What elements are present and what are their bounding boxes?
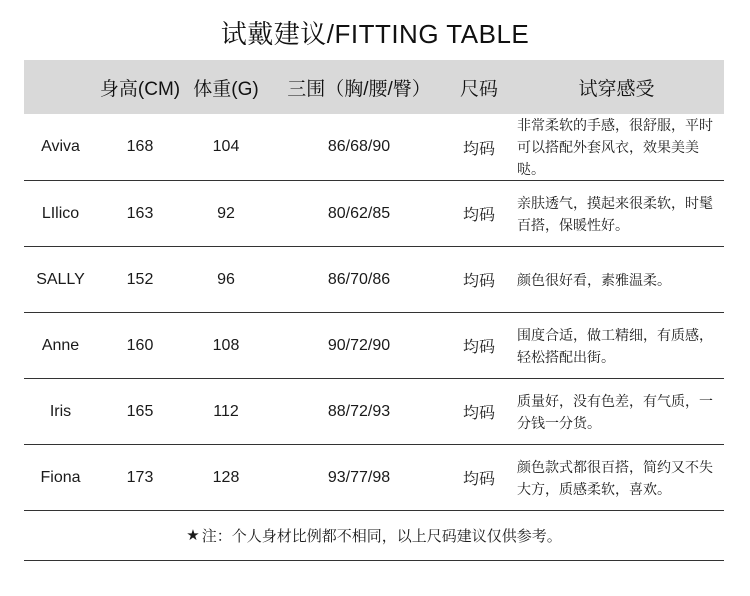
- star-icon: ★: [186, 527, 200, 544]
- table-row: [24, 114, 724, 181]
- table-row: [24, 247, 724, 313]
- feedback-cell: 颜色很好看，素雅温柔。: [509, 247, 724, 313]
- measurements-cell: 86/70/86: [269, 247, 449, 313]
- measurements-cell: 93/77/98: [269, 445, 449, 511]
- model-name: LIlico: [24, 181, 97, 247]
- feedback-cell: 质量好，没有色差，有气质，一分钱一分货。: [509, 379, 724, 445]
- weight-cell: 92: [183, 181, 269, 247]
- table-row: [24, 379, 724, 445]
- model-name: Anne: [24, 313, 97, 379]
- size-cell: 均码: [449, 445, 509, 511]
- height-cell: 168: [97, 114, 183, 181]
- weight-cell: 104: [183, 114, 269, 181]
- header-size: 尺码: [449, 60, 509, 114]
- table-row: [24, 445, 724, 511]
- weight-cell: 128: [183, 445, 269, 511]
- feedback-cell: 亲肤透气，摸起来很柔软，时髦百搭，保暖性好。: [509, 181, 724, 247]
- measurements-cell: 80/62/85: [269, 181, 449, 247]
- model-name: SALLY: [24, 247, 97, 313]
- header-height: 身高(CM): [97, 60, 183, 114]
- page-title: 试戴建议/FITTING TABLE: [220, 19, 530, 49]
- measurements-cell: 90/72/90: [269, 313, 449, 379]
- size-cell: 均码: [449, 379, 509, 445]
- header-weight: 体重(G): [183, 60, 269, 114]
- table-row: [24, 181, 724, 247]
- header-measurements: 三围（胸/腰/臀）: [269, 60, 449, 114]
- footnote: [24, 510, 724, 561]
- header-row: [24, 60, 724, 114]
- size-cell: 均码: [449, 181, 509, 247]
- size-cell: 均码: [449, 247, 509, 313]
- feedback-cell: 非常柔软的手感，很舒服，平时可以搭配外套风衣，效果美美哒。: [509, 114, 724, 181]
- feedback-cell: 围度合适，做工精细，有质感，轻松搭配出街。: [509, 313, 724, 379]
- model-name: Fiona: [24, 445, 97, 511]
- weight-cell: 112: [183, 379, 269, 445]
- measurements-cell: 86/68/90: [269, 114, 449, 181]
- size-cell: 均码: [449, 114, 509, 181]
- header-name: [24, 60, 97, 114]
- footnote-text: 注：个人身材比例都不相同，以上尺码建议仅供参考。: [201, 527, 562, 545]
- table-row: [24, 313, 724, 379]
- weight-cell: 96: [183, 247, 269, 313]
- header-feedback: 试穿感受: [509, 60, 724, 114]
- size-cell: 均码: [449, 313, 509, 379]
- weight-cell: 108: [183, 313, 269, 379]
- model-name: Aviva: [24, 114, 97, 181]
- feedback-cell: 颜色款式都很百搭，简约又不失大方，质感柔软，喜欢。: [509, 445, 724, 511]
- height-cell: 152: [97, 247, 183, 313]
- height-cell: 165: [97, 379, 183, 445]
- height-cell: 173: [97, 445, 183, 511]
- model-name: Iris: [24, 379, 97, 445]
- height-cell: 160: [97, 313, 183, 379]
- height-cell: 163: [97, 181, 183, 247]
- fitting-table: [24, 60, 724, 511]
- measurements-cell: 88/72/93: [269, 379, 449, 445]
